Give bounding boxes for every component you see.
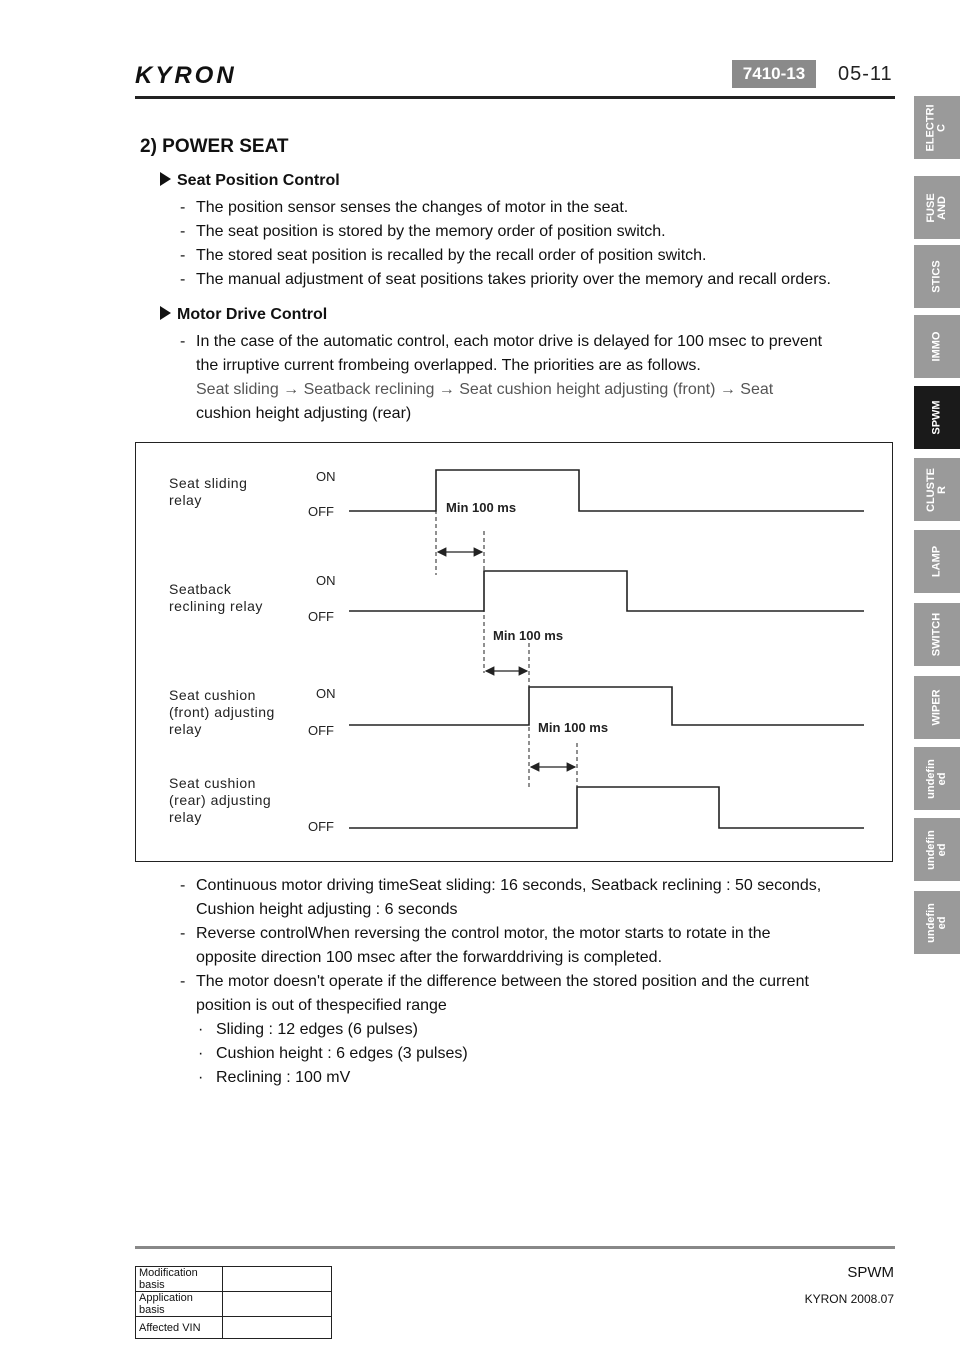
note-item: - The motor doesn't operate if the difference between the stored position and the current <box>180 973 809 990</box>
spec-item-text: Cushion height : 6 edges (3 pulses) <box>216 1045 468 1062</box>
list-item: - The seat position is stored by the memory order of position switch. <box>180 223 666 240</box>
note-text: position is out of thespecified range <box>196 997 447 1014</box>
relay-label-line: relay <box>169 721 202 737</box>
side-tab[interactable] <box>914 603 960 666</box>
side-tab[interactable] <box>914 891 960 954</box>
table-cell <box>223 1267 332 1292</box>
note-text: opposite direction 100 msec after the forwarddriving is completed. <box>196 949 663 966</box>
seat-position-heading-text: Seat Position Control <box>177 172 340 189</box>
off-label: OFF <box>308 504 334 519</box>
motor-drive-heading <box>160 306 327 324</box>
code-badge: 7410-13 <box>732 60 816 88</box>
side-tab-label: undefin ed <box>925 902 948 943</box>
side-tab-label: WIPER <box>930 689 943 726</box>
side-tab-label: ELECTRI C <box>925 103 948 152</box>
spec-item-text: Reclining : 100 mV <box>216 1069 351 1086</box>
table-row <box>136 1267 332 1292</box>
side-tab-label: FUSE AND <box>925 192 948 223</box>
waveform-seatback-reclining <box>349 571 864 611</box>
side-tab[interactable] <box>914 676 960 739</box>
note-text: Cushion height adjusting : 6 seconds <box>196 901 458 918</box>
off-label: OFF <box>308 723 334 738</box>
on-label: ON <box>316 573 336 588</box>
footer-model-date: KYRON 2008.07 <box>804 1292 894 1306</box>
table-cell <box>223 1317 332 1339</box>
min-delay-label: Min 100 ms <box>538 720 609 735</box>
list-item-text: The seat position is stored by the memory order of position switch. <box>196 223 666 240</box>
relay-label-line: Seat sliding <box>169 475 248 491</box>
motor-drive-line: the irruptive current frombeing overlapped. The priorities are as follows. <box>196 357 701 374</box>
page-number: 05-11 <box>838 63 893 85</box>
spec-item: · Reclining : 100 mV <box>198 1069 351 1086</box>
table-cell: Affected VIN <box>136 1317 223 1339</box>
list-item-text: The stored seat position is recalled by the recall order of position switch. <box>196 247 707 264</box>
relay-label-line: reclining relay <box>169 598 263 614</box>
relay-label-line: (rear) adjusting <box>169 792 272 808</box>
side-tab[interactable] <box>914 315 960 378</box>
side-tab[interactable] <box>914 747 960 810</box>
motor-drive-paragraph <box>180 330 900 426</box>
note-item: - Continuous motor driving timeSeat sliding: 16 seconds, Seatback reclining : 50 seconds, <box>180 877 822 894</box>
seat-position-heading <box>160 172 340 190</box>
motor-drive-heading-text: Motor Drive Control <box>177 306 328 323</box>
off-label: OFF <box>308 819 334 834</box>
triangle-bullet-icon <box>160 172 171 186</box>
list-item: - The stored seat position is recalled by the recall order of position switch. <box>180 247 707 264</box>
side-tab-label: IMMO <box>930 331 943 362</box>
timing-diagram <box>135 442 893 862</box>
table-cell <box>223 1292 332 1317</box>
relay-label-line: Seatback <box>169 581 232 597</box>
kyron-logo <box>135 62 280 88</box>
relay-label-line: Seat cushion <box>169 687 256 703</box>
priority-order-line: cushion height adjusting (rear) <box>196 405 412 422</box>
list-item: - The manual adjustment of seat positions takes priority over the memory and recall orders. <box>180 271 831 288</box>
spec-item: · Sliding : 12 edges (6 pulses) <box>198 1021 418 1038</box>
motor-drive-line-text: In the case of the automatic control, each motor drive is delayed for 100 msec to prevent <box>196 333 823 350</box>
side-tab[interactable] <box>914 530 960 593</box>
basis-table <box>135 1266 332 1339</box>
side-tab-label: undefin ed <box>925 829 948 870</box>
side-tab-label: LAMP <box>930 545 943 578</box>
relay-label-line: relay <box>169 809 202 825</box>
side-tab-label: STICS <box>930 260 943 293</box>
side-tab[interactable] <box>914 818 960 881</box>
footer-rule <box>135 1246 895 1249</box>
waveform-seat-sliding <box>349 470 864 511</box>
timing-waveforms <box>136 443 892 861</box>
min-delay-label: Min 100 ms <box>446 500 517 515</box>
table-cell: Application basis <box>136 1292 223 1317</box>
spec-item: · Cushion height : 6 edges (3 pulses) <box>198 1045 468 1062</box>
table-row <box>136 1292 332 1317</box>
side-tab-label: undefin ed <box>925 758 948 799</box>
side-tab[interactable] <box>914 176 960 239</box>
relay-label-line: Seat cushion <box>169 775 256 791</box>
note-item: - Reverse controlWhen reversing the control motor, the motor starts to rotate in the <box>180 925 771 942</box>
side-tab[interactable] <box>914 245 960 308</box>
note-text: Reverse controlWhen reversing the control motor, the motor starts to rotate in the <box>196 925 771 942</box>
section-title: 2) POWER SEAT <box>140 136 289 157</box>
side-tab-label: CLUSTE R <box>925 467 948 512</box>
list-item: - The position sensor senses the changes of motor in the seat. <box>180 199 629 216</box>
note-text: Continuous motor driving timeSeat sliding: 16 seconds, Seatback reclining : 50 seconds, <box>196 877 822 894</box>
priority-order-line: Seat sliding → Seatback reclining → Seat cushion height adjusting (front) → Seat <box>196 381 774 398</box>
table-row <box>136 1317 332 1339</box>
waveform-cushion-front <box>349 687 864 725</box>
waveform-cushion-rear <box>349 787 864 828</box>
relay-label-line: (front) adjusting <box>169 704 275 720</box>
triangle-bullet-icon <box>160 306 171 320</box>
side-tab-label: SPWM <box>930 400 943 435</box>
side-tab[interactable] <box>914 458 960 521</box>
motor-drive-line: - In the case of the automatic control, each motor drive is delayed for 100 msec to prevent <box>180 333 823 350</box>
side-tab-label: SWITCH <box>930 612 943 657</box>
notes-list <box>180 874 895 1090</box>
min-delay-label: Min 100 ms <box>493 628 564 643</box>
on-label: ON <box>316 469 336 484</box>
table-cell: Modification basis <box>136 1267 223 1292</box>
spec-item-text: Sliding : 12 edges (6 pulses) <box>216 1021 418 1038</box>
side-tab[interactable] <box>914 386 960 449</box>
list-item-text: The position sensor senses the changes of motor in the seat. <box>196 199 629 216</box>
side-tab[interactable] <box>914 96 960 159</box>
logo-text: KYRON <box>135 62 237 88</box>
relay-label-line: relay <box>169 492 202 508</box>
footer-section: SPWM <box>847 1264 894 1281</box>
off-label: OFF <box>308 609 334 624</box>
header-rule <box>135 96 895 99</box>
on-label: ON <box>316 686 336 701</box>
note-text: The motor doesn't operate if the difference between the stored position and the current <box>196 973 809 990</box>
seat-position-list <box>180 196 900 292</box>
list-item-text: The manual adjustment of seat positions takes priority over the memory and recall orders. <box>196 271 831 288</box>
